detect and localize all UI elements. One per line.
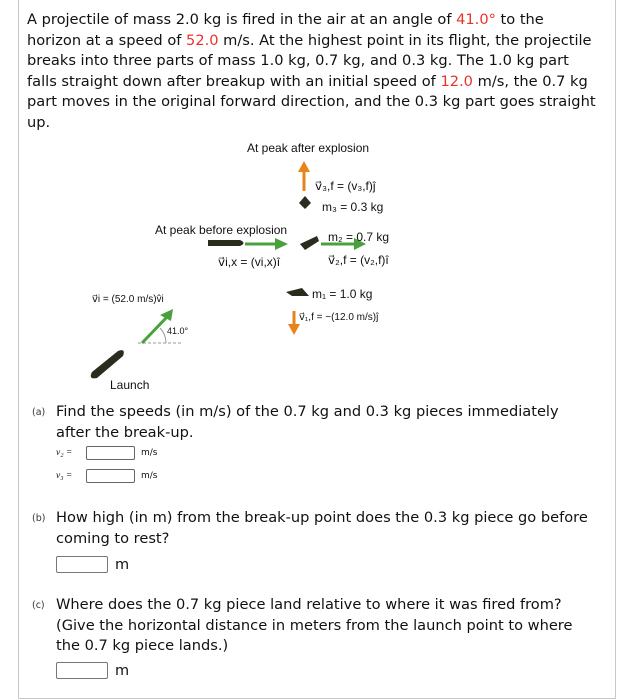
label-v2: v⃗₂,f = (v₂,f)î: [328, 253, 389, 267]
bullet-before: [208, 238, 288, 250]
unit-label: m/s: [141, 448, 158, 458]
label-v1f: v⃗₁,f = −(12.0 m/s)ĵ: [299, 312, 379, 323]
unit-label: m: [115, 556, 130, 573]
problem-text: to the horizon at a speed of: [27, 11, 544, 49]
question-c: [32, 595, 592, 657]
problem-text: m/s. At the highest point in its flight, the projectile breaks into three parts of mass 1.0 kg, 0.7 kg, and 0.3 kg. The 1.0 kg part falls straight down after breakup with an initial speed of: [27, 31, 592, 90]
question-text: Where does the 0.7 kg piece land relative to where it was fired from? (Give the horizontal distance in meters from the launch point to where the 0.7 kg piece lands.): [56, 596, 573, 654]
problem-text: m/s, the 0.7 kg part moves in the original forward direction, and the 0.3 kg part goes straight up.: [27, 72, 596, 131]
projectile-launch: [91, 350, 124, 378]
label-launch: Launch: [110, 378, 150, 392]
label-vi: v⃗i = (52.0 m/s)v̂i: [92, 294, 164, 305]
unit-label: m: [115, 662, 130, 679]
label-after-explosion: At peak after explosion: [247, 141, 370, 155]
answer-row-height: [56, 556, 129, 573]
label-m3: m₃ = 0.3 kg: [322, 200, 384, 214]
label-m1: m₁ = 1.0 kg: [312, 287, 373, 301]
question-a: [32, 402, 592, 443]
variable-label: v₃ =: [56, 471, 73, 481]
question-tag: (c): [32, 600, 45, 611]
label-m2: m₂ = 0.7 kg: [328, 230, 390, 244]
height-input[interactable]: [56, 556, 108, 573]
question-text: How high (in m) from the break-up point does the 0.3 kg piece go before coming to rest?: [56, 509, 588, 547]
up-arrow: [298, 161, 310, 191]
v2-input[interactable]: [86, 446, 135, 460]
label-v3: v⃗₃,f = (v₃,f)ĵ: [315, 179, 376, 193]
angle-value: 41.0°: [456, 11, 496, 28]
question-tag: (a): [32, 407, 46, 418]
distance-input[interactable]: [56, 662, 108, 679]
piece-m3: [299, 196, 311, 209]
answer-row-v2: [56, 446, 158, 460]
falling-speed-value: 12.0: [440, 72, 473, 90]
label-vix: v⃗i,x = (vi,x)î: [218, 255, 281, 269]
question-tag: (b): [32, 513, 46, 524]
variable-label: v₂ =: [56, 448, 73, 458]
question-text: Find the speeds (in m/s) of the 0.7 kg and 0.3 kg pieces immediately after the break-up.: [56, 403, 559, 441]
v3-input[interactable]: [86, 469, 135, 483]
unit-label: m/s: [141, 471, 158, 481]
question-b: [32, 508, 592, 549]
problem-text: A projectile of mass 2.0 kg is fired in the air at an angle of: [27, 11, 457, 28]
answer-row-distance: [56, 662, 129, 679]
answer-row-v3: [56, 469, 158, 483]
label-angle: 41.0°: [167, 326, 189, 336]
speed-value: 52.0: [186, 31, 219, 49]
label-before-explosion: At peak before explosion: [155, 223, 288, 237]
